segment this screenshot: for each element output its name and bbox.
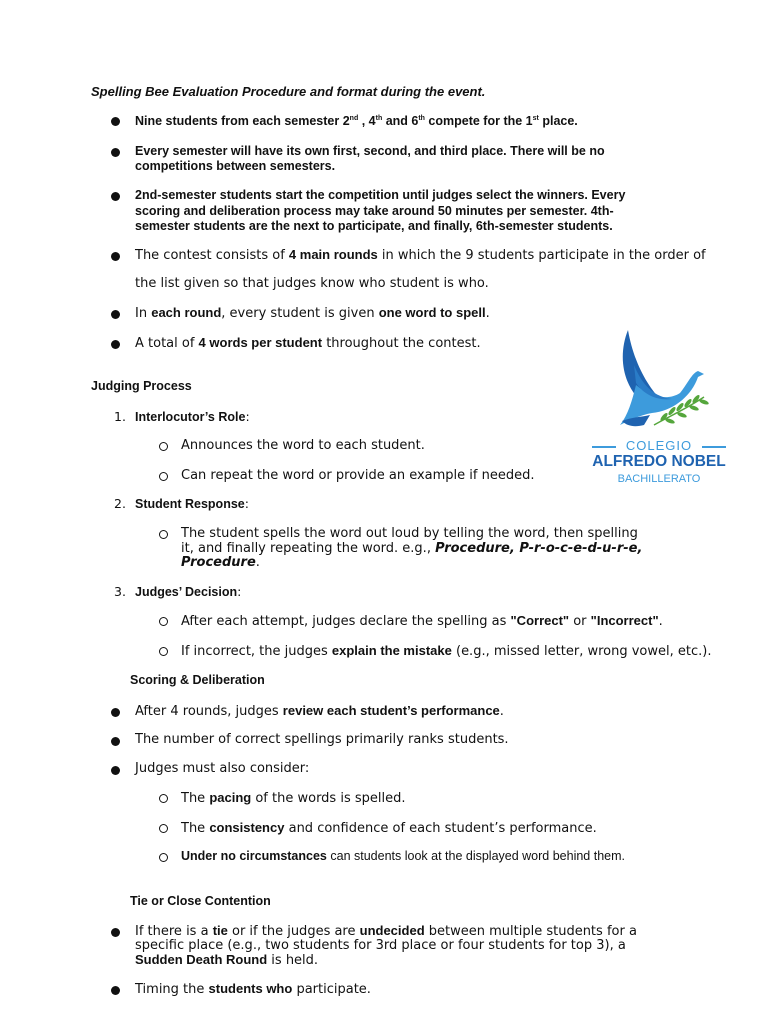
- tie-timing: Timing the students who participate.: [135, 981, 371, 997]
- bullet-main-rounds-line2: the list given so that judges know who student is who.: [135, 276, 489, 291]
- student-response-heading: Student Response:: [135, 496, 249, 511]
- scoring-ranks: The number of correct spellings primarily ranks students.: [135, 732, 509, 747]
- bullet-dot: [111, 148, 120, 157]
- circle-bullet: [159, 647, 168, 656]
- circle-bullet: [159, 442, 168, 451]
- bullet-order-line2: scoring and deliberation process may take around 50 minutes per semester. 4th-: [135, 204, 614, 218]
- bullet-total-words: A total of 4 words per student throughout the contest.: [135, 335, 481, 351]
- bullet-dot: [111, 340, 120, 349]
- dove-icon: [588, 325, 730, 435]
- logo-bachillerato: BACHILLERATO: [617, 473, 701, 485]
- role-repeat: Can repeat the word or provide an example if needed.: [181, 468, 535, 483]
- consider-pacing: The pacing of the words is spelled.: [181, 790, 406, 806]
- circle-bullet: [159, 853, 168, 862]
- circle-bullet: [159, 617, 168, 626]
- scoring-consider: Judges must also consider:: [135, 761, 310, 776]
- decision-explain-mistake: If incorrect, the judges explain the mistake (e.g., missed letter, wrong vowel, etc.).: [181, 643, 712, 659]
- bullet-own-places-line2: competitions between semesters.: [135, 159, 336, 173]
- bullet-dot: [111, 117, 120, 126]
- bullet-order-line1: 2nd-semester students start the competition until judges select the winners. Every: [135, 188, 626, 202]
- bullet-order-line3: semester students are the next to participate, and finally, 6th-semester students.: [135, 219, 613, 233]
- consider-no-circumstances: Under no circumstances can students look at the displayed word behind them.: [181, 849, 625, 863]
- interlocutor-role-heading: Interlocutor’s Role:: [135, 409, 250, 424]
- response-line1: The student spells the word out loud by telling the word, then spelling: [181, 526, 638, 541]
- tie-line1: If there is a tie or if the judges are undecided between multiple students for a: [135, 923, 637, 939]
- consider-consistency: The consistency and confidence of each student’s performance.: [181, 820, 597, 836]
- role-announces: Announces the word to each student.: [181, 438, 425, 453]
- logo-colegio: COLEGIO: [625, 438, 693, 453]
- judging-process-heading: Judging Process: [91, 379, 192, 393]
- list-number: 2.: [114, 496, 126, 511]
- circle-bullet: [159, 794, 168, 803]
- bullet-dot: [111, 708, 120, 717]
- list-number: 1.: [114, 409, 126, 424]
- logo-alfredo-nobel: ALFREDO NOBEL: [592, 453, 726, 470]
- bullet-dot: [111, 192, 120, 201]
- bullet-each-round: In each round, every student is given one word to spell.: [135, 305, 490, 321]
- bullet-main-rounds-line1: The contest consists of 4 main rounds in which the 9 students participate in the order of: [135, 247, 706, 263]
- bullet-dot: [111, 252, 120, 261]
- scoring-deliberation-heading: Scoring & Deliberation: [130, 673, 265, 687]
- colegio-alfredo-nobel-logo: [588, 325, 730, 490]
- response-line2: it, and finally repeating the word. e.g., Procedure, P-r-o-c-e-d-u-r-e,: [181, 541, 643, 556]
- circle-bullet: [159, 530, 168, 539]
- decision-correct-incorrect: After each attempt, judges declare the spelling as "Correct" or "Incorrect".: [181, 613, 663, 629]
- scoring-review: After 4 rounds, judges review each student’s performance.: [135, 703, 504, 719]
- list-number: 3.: [114, 584, 126, 599]
- bullet-own-places-line1: Every semester will have its own first, second, and third place. There will be no: [135, 144, 605, 158]
- circle-bullet: [159, 472, 168, 481]
- bullet-dot: [111, 310, 120, 319]
- tie-contention-heading: Tie or Close Contention: [130, 894, 271, 908]
- judges-decision-heading: Judges’ Decision:: [135, 584, 242, 599]
- page-title: Spelling Bee Evaluation Procedure and format during the event.: [91, 84, 486, 99]
- bullet-dot: [111, 928, 120, 937]
- circle-bullet: [159, 824, 168, 833]
- tie-line2: specific place (e.g., two students for 3rd place or four students for top 3), a: [135, 938, 626, 953]
- bullet-dot: [111, 986, 120, 995]
- tie-line3: Sudden Death Round is held.: [135, 952, 319, 968]
- bullet-dot: [111, 766, 120, 775]
- bullet-semesters-compete: Nine students from each semester 2nd , 4th and 6th compete for the 1st place.: [135, 114, 578, 128]
- response-line3: Procedure.: [181, 555, 260, 570]
- bullet-dot: [111, 737, 120, 746]
